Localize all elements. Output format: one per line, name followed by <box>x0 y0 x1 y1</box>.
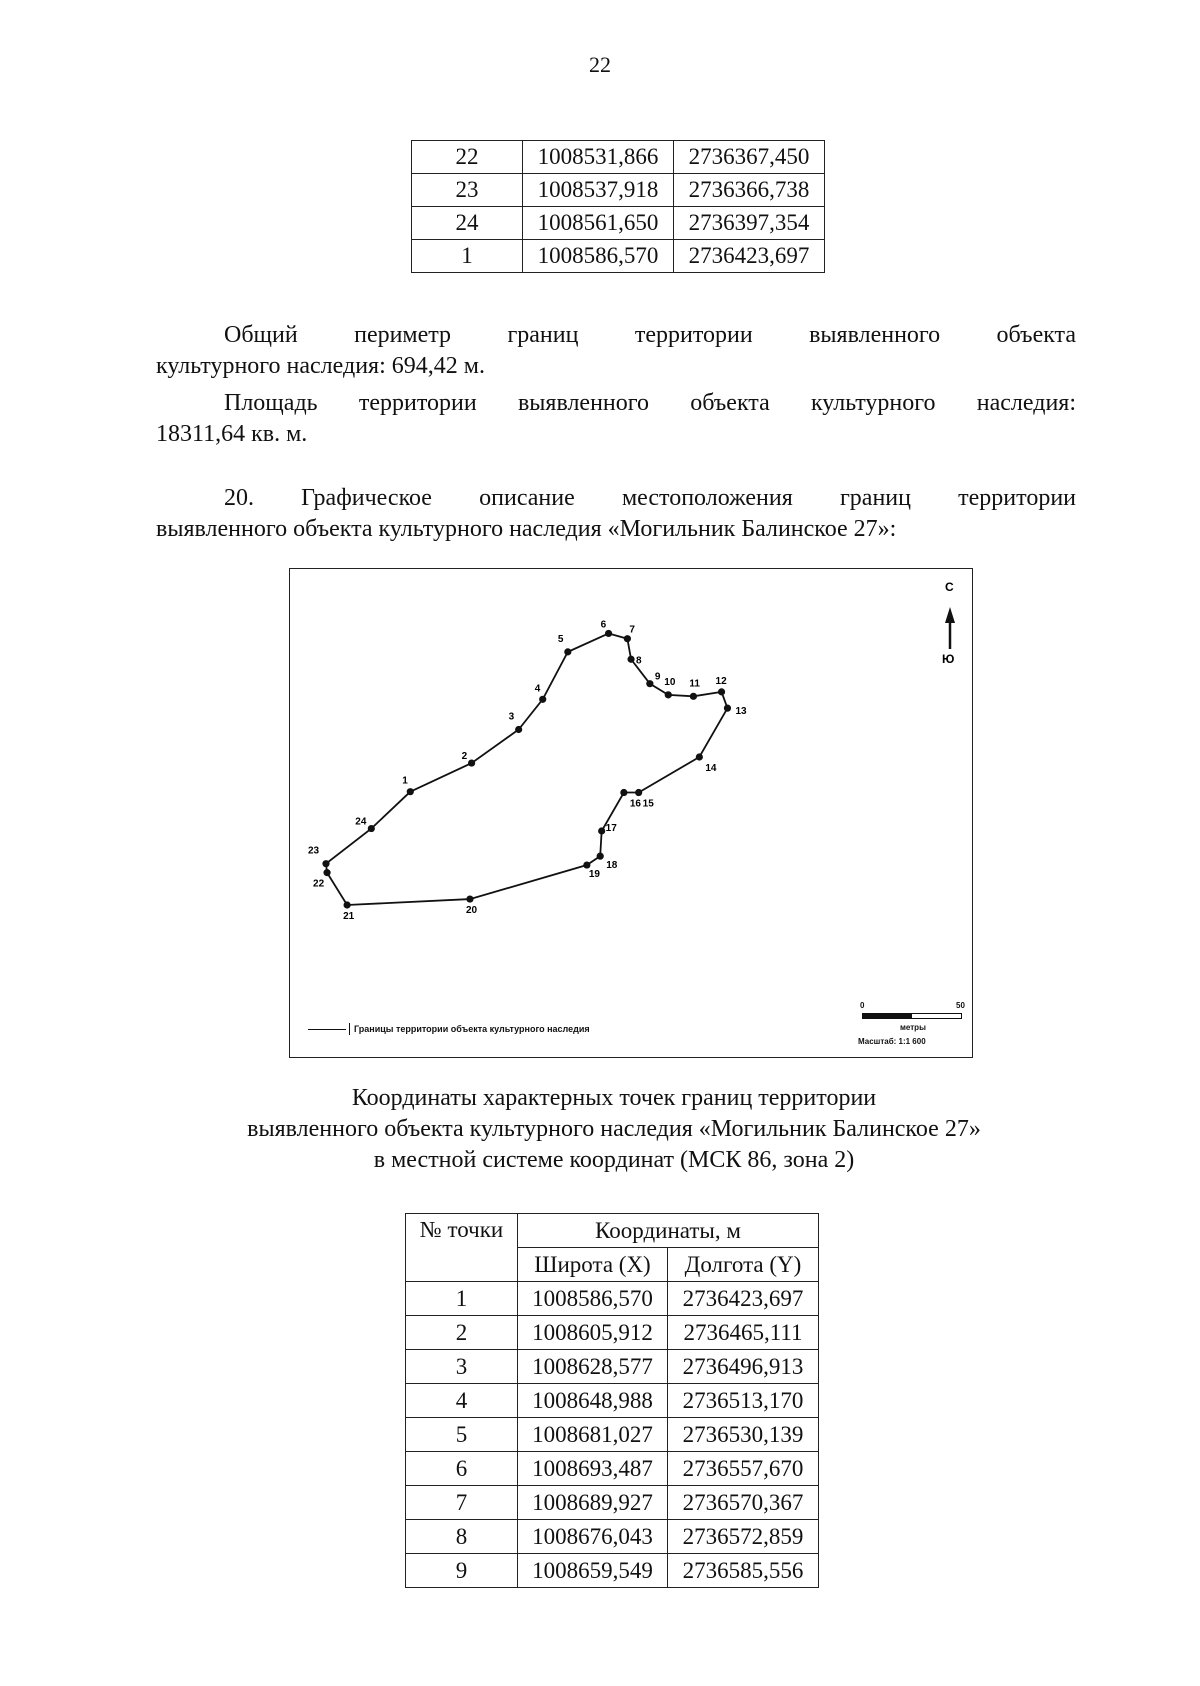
table-row <box>412 174 825 207</box>
longitude-cell: 2736585,556 <box>668 1554 819 1588</box>
latitude-cell: 1008648,988 <box>518 1384 668 1418</box>
table-row <box>406 1316 819 1350</box>
header-latitude: Широта (X) <box>518 1248 668 1282</box>
coordinates-title-line-3: в местной системе координат (МСК 86, зона 2) <box>373 1147 855 1173</box>
boundary-point-17 <box>598 827 605 834</box>
point-number-cell: 7 <box>406 1486 518 1520</box>
boundary-point-24 <box>368 825 375 832</box>
boundary-point-label: 12 <box>715 675 727 687</box>
latitude-cell: 1008681,027 <box>518 1418 668 1452</box>
boundary-point-label: 19 <box>588 869 600 881</box>
latitude-cell: 1008628,577 <box>518 1350 668 1384</box>
boundary-point-11 <box>690 693 697 700</box>
section-heading <box>156 483 1076 545</box>
boundary-polygon <box>326 633 727 905</box>
north-label: С <box>945 580 954 594</box>
boundary-point-label: 6 <box>600 619 607 631</box>
table-row <box>406 1384 819 1418</box>
boundary-point-20 <box>466 895 473 902</box>
table-row <box>406 1486 819 1520</box>
boundary-point-18 <box>597 853 604 860</box>
boundary-point-14 <box>696 753 703 760</box>
boundary-point-19 <box>583 861 590 868</box>
longitude-cell: 2736572,859 <box>668 1520 819 1554</box>
boundary-point-21 <box>344 901 351 908</box>
point-number-cell: 5 <box>406 1418 518 1452</box>
table-row <box>406 1554 819 1588</box>
legend-label: Границы территории объекта культурного наследия <box>354 1024 590 1034</box>
latitude-cell: 1008586,570 <box>518 1282 668 1316</box>
scale-max: 50 <box>956 1001 965 1010</box>
longitude-cell: 2736496,913 <box>668 1350 819 1384</box>
latitude-cell: 1008531,866 <box>523 141 674 174</box>
point-number-cell: 6 <box>406 1452 518 1486</box>
boundary-point-label: 5 <box>557 633 564 645</box>
top-coordinates-table <box>411 140 825 273</box>
area-line-2: 18311,64 кв. м. <box>156 421 308 447</box>
boundary-point-12 <box>718 688 725 695</box>
boundary-point-label: 13 <box>735 706 747 718</box>
scale-bar <box>858 1001 968 1051</box>
scale-unit: метры <box>900 1023 926 1032</box>
point-number-cell: 3 <box>406 1350 518 1384</box>
boundary-point-16 <box>620 789 627 796</box>
boundary-point-15 <box>635 789 642 796</box>
boundary-point-label: 8 <box>636 655 642 667</box>
page-number: 22 <box>589 52 611 77</box>
table-row <box>412 240 825 273</box>
boundary-point-label: 21 <box>343 911 355 922</box>
latitude-cell: 1008676,043 <box>518 1520 668 1554</box>
boundary-point-9 <box>646 680 653 687</box>
north-arrow-icon <box>290 569 974 666</box>
table-row <box>406 1452 819 1486</box>
boundary-point-label: 20 <box>465 905 478 917</box>
longitude-cell: 2736530,139 <box>668 1418 819 1452</box>
longitude-cell: 2736397,354 <box>674 207 825 240</box>
table-row <box>406 1418 819 1452</box>
area-line-1: Площадь территории выявленного объекта культурного наследия: <box>224 390 1076 416</box>
boundary-point-label: 17 <box>605 823 617 834</box>
point-number-cell: 1 <box>406 1282 518 1316</box>
coordinates-title-line-1: Координаты характерных точек границ территории <box>351 1085 877 1111</box>
boundary-point-label: 22 <box>313 878 325 890</box>
boundary-point-10 <box>665 691 672 698</box>
point-number-cell: 23 <box>412 174 523 207</box>
coordinates-title-line-2: выявленного объекта культурного наследия «Могильник Балинское 27» <box>247 1116 981 1142</box>
latitude-cell: 1008605,912 <box>518 1316 668 1350</box>
boundary-point-8 <box>627 656 634 663</box>
point-number-cell: 9 <box>406 1554 518 1588</box>
longitude-cell: 2736513,170 <box>668 1384 819 1418</box>
longitude-cell: 2736367,450 <box>674 141 825 174</box>
point-number-cell: 24 <box>412 207 523 240</box>
header-longitude: Долгота (Y) <box>668 1248 819 1282</box>
table-row <box>406 1350 819 1384</box>
boundary-point-1 <box>407 788 414 795</box>
boundary-point-label: 16 <box>629 798 641 810</box>
boundary-point-label: 2 <box>461 751 468 763</box>
scale-ratio: Масштаб: 1:1 600 <box>858 1037 926 1046</box>
coordinates-table <box>405 1213 819 1588</box>
boundary-point-23 <box>322 860 329 867</box>
table-row <box>406 1520 819 1554</box>
longitude-cell: 2736570,367 <box>668 1486 819 1520</box>
point-number-cell: 1 <box>412 240 523 273</box>
boundary-point-2 <box>468 759 475 766</box>
point-number-cell: 8 <box>406 1520 518 1554</box>
perimeter-paragraph <box>156 320 1076 382</box>
latitude-cell: 1008586,570 <box>523 240 674 273</box>
boundary-point-label: 4 <box>534 683 541 695</box>
latitude-cell: 1008561,650 <box>523 207 674 240</box>
boundary-point-label: 3 <box>508 711 515 723</box>
boundary-point-7 <box>624 635 631 642</box>
longitude-cell: 2736557,670 <box>668 1452 819 1486</box>
boundary-point-4 <box>539 696 546 703</box>
section-line-2: выявленного объекта культурного наследия «Могильник Балинское 27»: <box>156 516 897 542</box>
area-paragraph <box>156 388 1076 450</box>
boundary-point-3 <box>515 726 522 733</box>
latitude-cell: 1008689,927 <box>518 1486 668 1520</box>
latitude-cell: 1008693,487 <box>518 1452 668 1486</box>
map-legend <box>308 1023 590 1035</box>
boundary-point-label: 9 <box>654 671 661 683</box>
boundary-point-22 <box>323 869 330 876</box>
point-number-cell: 4 <box>406 1384 518 1418</box>
latitude-cell: 1008537,918 <box>523 174 674 207</box>
longitude-cell: 2736423,697 <box>668 1282 819 1316</box>
header-point-number: № точки <box>406 1214 518 1282</box>
boundary-map <box>289 568 973 1058</box>
boundary-point-5 <box>564 648 571 655</box>
south-label: Ю <box>942 652 955 666</box>
boundary-point-label: 18 <box>606 860 618 872</box>
longitude-cell: 2736366,738 <box>674 174 825 207</box>
coordinates-title <box>0 1083 1200 1176</box>
boundary-point-label: 15 <box>642 798 654 810</box>
table-row <box>412 207 825 240</box>
longitude-cell: 2736465,111 <box>668 1316 819 1350</box>
boundary-point-label: 24 <box>355 816 367 828</box>
point-number-cell: 2 <box>406 1316 518 1350</box>
latitude-cell: 1008659,549 <box>518 1554 668 1588</box>
table-row <box>406 1282 819 1316</box>
header-coordinates: Координаты, м <box>518 1214 819 1248</box>
boundary-point-label: 23 <box>308 845 320 857</box>
scale-zero: 0 <box>860 1001 865 1010</box>
perimeter-line-1: Общий периметр границ территории выявленного объекта <box>224 322 1076 348</box>
boundary-map-drawing <box>290 569 974 1059</box>
boundary-point-label: 1 <box>402 775 408 787</box>
boundary-point-6 <box>605 630 612 637</box>
boundary-point-label: 7 <box>629 624 635 636</box>
table-row <box>412 141 825 174</box>
boundary-point-label: 11 <box>689 678 701 690</box>
longitude-cell: 2736423,697 <box>674 240 825 273</box>
boundary-point-label: 14 <box>705 763 717 774</box>
perimeter-line-2: культурного наследия: 694,42 м. <box>156 353 485 379</box>
boundary-point-13 <box>724 705 731 712</box>
section-line-1: 20. Графическое описание местоположения границ территории <box>224 485 1076 511</box>
point-number-cell: 22 <box>412 141 523 174</box>
boundary-point-label: 10 <box>664 676 676 688</box>
